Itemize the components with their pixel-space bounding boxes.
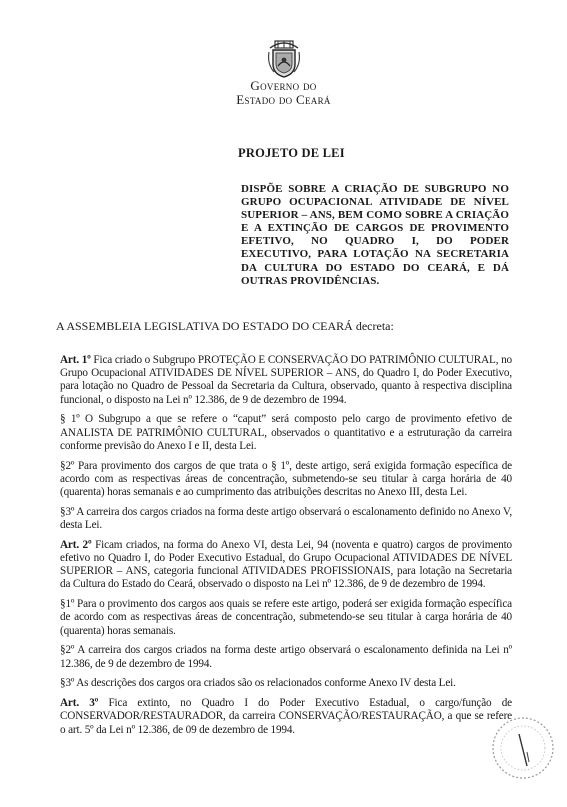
article-2-paragraph-2: §2º A carreira dos cargos criados na forma deste artigo observará o escalonamento definida na Lei nº 12.386, de 9 de dezembro de 1994.: [60, 644, 512, 670]
page-stamp: [487, 712, 559, 784]
document-title: PROJETO DE LEI: [238, 146, 345, 160]
bill-body: [60, 354, 512, 743]
article-2: Art. 2º Ficam criados, na forma do Anexo VI, desta Lei, 94 (noventa e quatro) cargos de provimento efetivo no Quadro I, do Poder Executivo Estadual, do Grupo Ocupacional ATIVIDADES DE NÍVEL SUPERIOR – ANS, categoria funcional ATIVIDADES PROFISSIONAIS, para lotação na Secretaria da Cultura do Estado do Ceará, observado o disposto na Lei nº 12.386, de 9 de dezembro de 1994.: [60, 538, 512, 591]
assembly-name: A ASSEMBLEIA LEGISLATIVA DO ESTADO DO CEARÁ: [56, 319, 353, 333]
article-3: Art. 3º Fica extinto, no Quadro I do Poder Executivo Estadual, o cargo/função de CONSERVADOR/RESTAURADOR, da carreira CONSERVAÇÃO/RESTAURAÇÃO, a que se refere o art. 5º da Lei nº 12.386, de 09 de dezembro de 1994.: [60, 697, 512, 736]
article-1: Art. 1º Fica criado o Subgrupo PROTEÇÃO E CONSERVAÇÃO DO PATRIMÔNIO CULTURAL, no Grupo Ocupacional ATIVIDADES DE NÍVEL SUPERIOR – ANS, do Quadro I, do Poder Executivo, para lotação no Quadro de Pessoal da Secretaria da Cultura, observado, quanto à respectiva disciplina funcional, o disposto na Lei nº 12.386, de 9 de dezembro de 1994.: [60, 354, 512, 406]
article-number: Art. 3º: [60, 697, 99, 710]
government-name-line1: Governo do: [250, 78, 317, 93]
article-2-paragraph-1: §1º Para o provimento dos cargos aos quais se refere este artigo, poderá ser exigida formação específica de acordo com as respectivas áreas de concentração, submetendo-se seu titular à carga horária de 40 (quarenta) horas semanais.: [60, 598, 512, 637]
article-number: Art. 1º: [60, 354, 91, 366]
article-2-paragraph-3: §3º As descrições dos cargos ora criados são os relacionados conforme Anexo IV desta Lei.: [60, 677, 456, 690]
bill-summary: DISPÕE SOBRE A CRIAÇÃO DE SUBGRUPO NO GRUPO OCUPACIONAL ATIVIDADE DE NÍVEL SUPERIOR – ANS, BEM COMO SOBRE A CRIAÇÃO E A EXTINÇÃO DE CARGOS DE PROVIMENTO EFETIVO, NO QUADRO I, DO PODER EXECUTIVO, PARA LOTAÇÃO NA SECRETARIA DA CULTURA DO ESTADO DO CEARÁ, E DÁ OUTRAS PROVIDÊNCIAS.: [241, 183, 509, 287]
article-1-paragraph-3: §3º A carreira dos cargos criados na forma deste artigo observará o escalonamento definido no Anexo V, desta Lei.: [60, 505, 512, 532]
article-1-paragraph-1: § 1º O Subgrupo a que se refere o “caput” será composto pelo cargo de provimento efetivo de ANALISTA DE PATRIMÔNIO CULTURAL, observados o quantitativo e a estruturação da carreira conforme previsão do Anexo I e II, desta Lei.: [60, 413, 512, 452]
enacting-clause: [56, 319, 394, 334]
article-1-paragraph-2: §2º Para provimento dos cargos de que trata o § 1º, deste artigo, será exigida formação específica de acordo com as respectivas áreas de concentração, submetendo-se seu titular à carga horária de 40 (quarenta) horas semanais e ao cumprimento das atribuições descritas no Anexo III, desta Lei.: [60, 459, 512, 499]
decree-verb: decreta:: [352, 319, 394, 333]
coat-of-arms-logo: [266, 36, 302, 78]
government-name-line2: Estado do Ceará: [236, 92, 331, 107]
article-number: Art. 2º: [60, 538, 92, 551]
